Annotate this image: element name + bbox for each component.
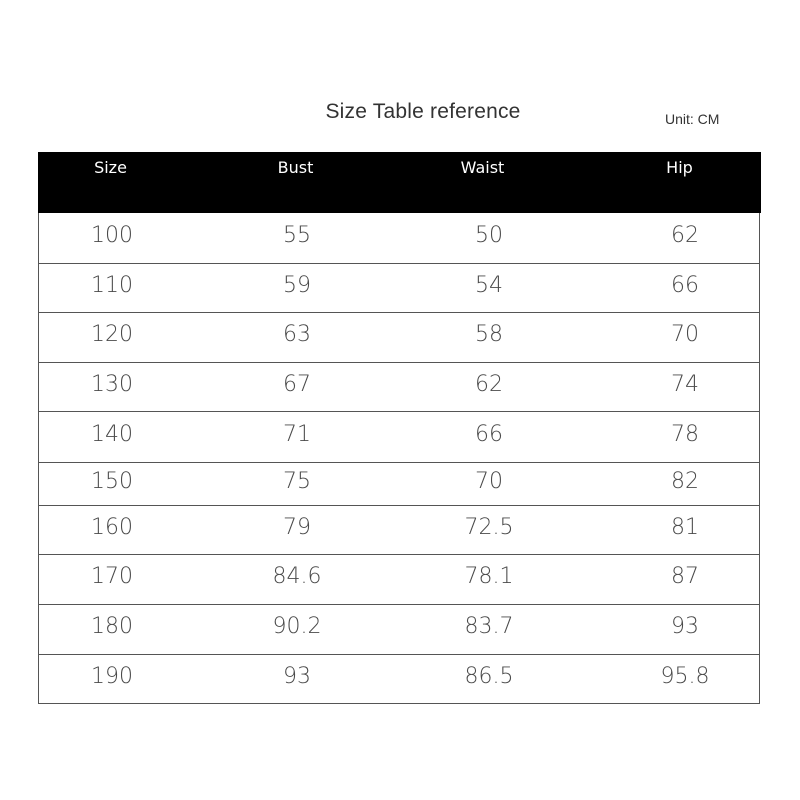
cell-size: 180 bbox=[91, 614, 133, 639]
cell-waist: 72.5 bbox=[464, 514, 514, 540]
cell-waist: 58 bbox=[475, 322, 503, 347]
cell-bust: 90.2 bbox=[272, 614, 322, 639]
cell-bust: 84.6 bbox=[272, 564, 322, 589]
cell-hip: 78 bbox=[671, 421, 699, 447]
cell-hip: 81 bbox=[671, 514, 699, 540]
cell-waist: 50 bbox=[475, 223, 503, 248]
row-divider bbox=[39, 654, 759, 655]
cell-size: 170 bbox=[91, 564, 133, 589]
cell-size: 160 bbox=[91, 514, 133, 540]
column-header-bust: Bust bbox=[277, 158, 314, 177]
cell-bust: 93 bbox=[283, 664, 311, 689]
cell-bust: 63 bbox=[283, 322, 311, 347]
row-divider bbox=[39, 554, 759, 555]
cell-size: 130 bbox=[91, 371, 133, 397]
cell-waist: 66 bbox=[475, 421, 503, 447]
cell-waist: 70 bbox=[475, 468, 503, 494]
cell-hip: 82 bbox=[671, 468, 699, 494]
cell-hip: 87 bbox=[671, 564, 699, 589]
cell-size: 110 bbox=[91, 272, 133, 298]
cell-waist: 83.7 bbox=[464, 614, 514, 639]
cell-waist: 62 bbox=[475, 371, 503, 397]
cell-hip: 93 bbox=[671, 614, 699, 639]
column-header-waist: Waist bbox=[460, 158, 505, 177]
cell-size: 190 bbox=[91, 664, 133, 689]
page-title: Size Table reference bbox=[325, 100, 521, 123]
cell-bust: 55 bbox=[283, 223, 311, 248]
row-divider bbox=[39, 362, 759, 363]
cell-bust: 75 bbox=[283, 468, 311, 494]
size-table bbox=[38, 152, 760, 704]
column-header-size: Size bbox=[94, 158, 127, 177]
column-header-hip: Hip bbox=[666, 158, 693, 177]
cell-waist: 54 bbox=[475, 272, 503, 298]
cell-bust: 59 bbox=[283, 272, 311, 298]
cell-size: 150 bbox=[91, 468, 133, 494]
row-divider bbox=[39, 312, 759, 313]
table-body bbox=[39, 152, 759, 703]
cell-hip: 70 bbox=[671, 322, 699, 347]
row-divider bbox=[39, 411, 759, 412]
cell-size: 120 bbox=[91, 322, 133, 347]
row-divider bbox=[39, 505, 759, 506]
unit-label: Unit: CM bbox=[665, 111, 720, 127]
cell-hip: 62 bbox=[671, 223, 699, 248]
row-divider bbox=[39, 462, 759, 463]
row-divider bbox=[39, 263, 759, 264]
cell-size: 100 bbox=[91, 223, 133, 248]
cell-waist: 86.5 bbox=[464, 664, 514, 689]
cell-hip: 66 bbox=[671, 272, 699, 298]
cell-bust: 71 bbox=[283, 421, 311, 447]
cell-hip: 95.8 bbox=[660, 664, 710, 689]
cell-bust: 79 bbox=[283, 514, 311, 540]
cell-hip: 74 bbox=[671, 371, 699, 397]
cell-waist: 78.1 bbox=[464, 564, 514, 589]
cell-bust: 67 bbox=[283, 371, 311, 397]
row-divider bbox=[39, 604, 759, 605]
cell-size: 140 bbox=[91, 421, 133, 447]
